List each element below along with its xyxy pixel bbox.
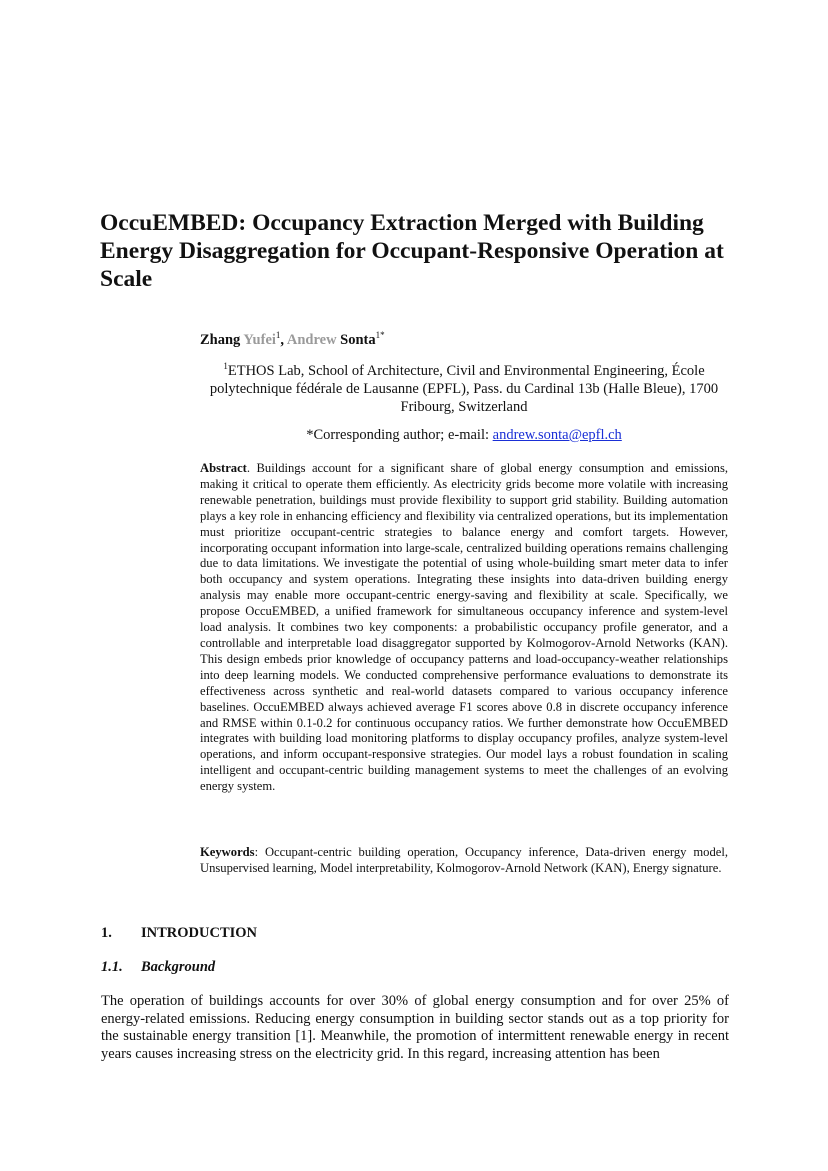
affiliation-text: ETHOS Lab, School of Architecture, Civil and Environmental Engineering, École polytechnique fédérale de Lausanne (EPFL), Pass. du Cardinal 13b (Halle Bleue), 1700 Fribourg, Switzerland (209, 362, 719, 415)
author-1-given: Yufei (243, 331, 276, 348)
author-2-affil-mark: 1* (375, 330, 385, 340)
section-number: 1. (101, 925, 112, 941)
affiliation (200, 357, 728, 416)
section-heading (101, 925, 257, 942)
body-paragraph: The operation of buildings accounts for over 30% of global energy consumption and for over 25% of energy-related emissions. Reducing energy consumption in building sector stands out as a top priority for the sustainable energy transition [1]. Meanwhile, the promotion of intermittent renewable energy in recent years causes increasing stress on the electricity grid. In this regard, increasing attention has been (101, 993, 729, 1062)
abstract (200, 461, 728, 795)
keywords (200, 845, 728, 877)
author-1-family: Zhang (200, 331, 241, 348)
subsection-heading (101, 959, 215, 976)
author-1-affil-mark: 1 (275, 330, 281, 340)
subsection-title: Background (141, 959, 216, 975)
author-2-given: Andrew (286, 331, 337, 348)
section-title: INTRODUCTION (141, 925, 258, 941)
abstract-label: Abstract (200, 461, 247, 475)
paper-title: OccuEMBED: Occupancy Extraction Merged with Building Energy Disaggregation for Occupant-Responsive Operation at Scale (100, 210, 724, 292)
affiliation-mark: 1 (223, 361, 228, 371)
author-separator: , (280, 331, 287, 348)
author-list (200, 330, 385, 349)
corresponding-prefix: *Corresponding author; e-mail: (306, 427, 493, 443)
corresponding-email-link[interactable]: andrew.sonta@epfl.ch (492, 427, 622, 443)
corresponding-author (200, 427, 728, 444)
keywords-text: : Occupant-centric building operation, Occupancy inference, Data-driven energy model, Unsupervised learning, Model interpretability, Kolmogorov-Arnold Network (KAN), Energy signature. (200, 845, 728, 875)
keywords-label: Keywords (200, 845, 255, 859)
author-2-family: Sonta (340, 331, 376, 348)
subsection-number: 1.1. (101, 959, 123, 975)
abstract-text: . Buildings account for a significant share of global energy consumption and emissions, making it critical to operate them efficiently. As electricity grids become more volatile with increasing renewable penetration, buildings must provide flexibility to support grid stability. Building automation plays a key role in enhancing efficiency and flexibility via centralized operations, but its implementation must prioritize occupant-centric strategies to balance energy and comfort targets. However, incorporating occupant information into large-scale, centralized building operations remains challenging due to data limitations. We investigate the potential of using whole-building smart meter data to infer both occupancy and system operations. Integrating these insights into data-driven building energy analysis may enable more occupant-centric energy-saving and flexibility at scale. Specifically, we propose OccuEMBED, a unified framework for simultaneous occupancy inference and system-level load analysis. It combines two key components: a probabilistic occupancy profile generator, and a controllable and interpretable load disaggregator supported by Kolmogorov-Arnold Networks (KAN). This design embeds prior knowledge of occupancy patterns and load-occupancy-weather relationships into deep learning models. We conducted comprehensive performance evaluations to demonstrate its effectiveness across synthetic and real-world datasets compared to various occupancy inference baselines. OccuEMBED always achieved average F1 scores above 0.8 in discrete occupancy inference and RMSE within 0.1-0.2 for continuous occupancy ratios. We further demonstrate how OccuEMBED integrates with building load monitoring platforms to display occupancy profiles, analyze system-level operations, and inform occupant-responsive strategies. Our model lays a robust foundation in scaling intelligent and occupant-centric building management systems to meet the challenges of an evolving energy system. (200, 461, 728, 794)
